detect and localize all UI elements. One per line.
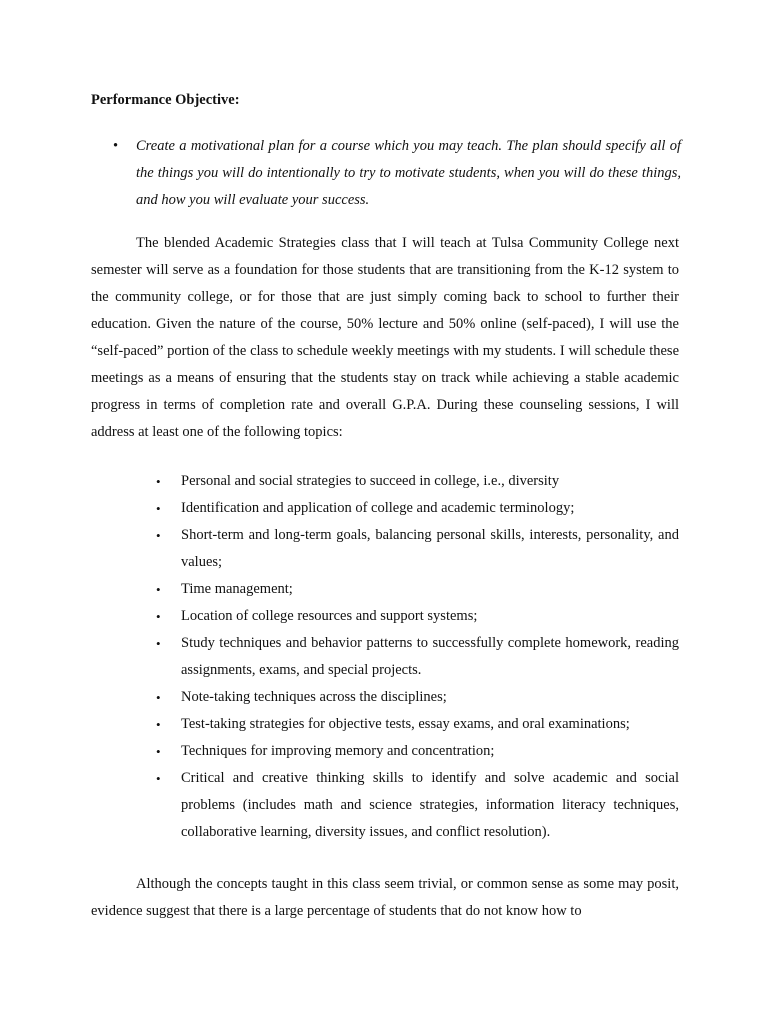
bullet-icon: • (156, 474, 161, 489)
objective-item (91, 133, 681, 214)
body-paragraph-2: Although the concepts taught in this class seem trivial, or common sense as some may posit, evidence suggest that there is a large percentage of students that do not know how to (91, 876, 679, 919)
bullet-icon: • (156, 528, 161, 543)
list-item (91, 495, 679, 522)
bullet-icon: • (156, 582, 161, 597)
list-item (91, 522, 679, 576)
topic-text: Test-taking strategies for objective tests, essay exams, and oral examinations; (181, 716, 630, 732)
topic-text: Short-term and long-term goals, balancing personal skills, interests, personality, and values; (181, 527, 679, 570)
bullet-icon: • (113, 138, 119, 154)
topic-text: Study techniques and behavior patterns to successfully complete homework, reading assignments, exams, and special projects. (181, 635, 679, 678)
list-item (91, 468, 679, 495)
body-paragraph-1: The blended Academic Strategies class that I will teach at Tulsa Community College next semester will serve as a foundation for those students that are transitioning from the K-12 system to the community college, or for those that are just simply coming back to school to further their education. Given the nature of the course, 50% lecture and 50% online (self-paced), I will use the “self-paced” portion of the class to schedule weekly meetings with my students. I will schedule these meetings as a means of ensuring that the students stay on track while achieving a stable academic progress in terms of completion rate and overall G.P.A. During these counseling sessions, I will address at least one of the following topics: (91, 235, 679, 440)
section-heading: Performance Objective: (91, 92, 240, 108)
topic-text: Location of college resources and support systems; (181, 608, 478, 624)
list-item (91, 630, 679, 684)
bullet-icon: • (156, 690, 161, 705)
topic-text: Note-taking techniques across the disciplines; (181, 689, 447, 705)
list-item (91, 684, 679, 711)
list-item (91, 738, 679, 765)
topic-text: Techniques for improving memory and concentration; (181, 743, 495, 759)
bullet-icon: • (156, 609, 161, 624)
topics-list (91, 468, 679, 846)
bullet-icon: • (156, 771, 161, 786)
topic-text: Personal and social strategies to succeed in college, i.e., diversity (181, 473, 560, 489)
topic-text: Critical and creative thinking skills to identify and solve academic and social problems (includes math and science strategies, information literacy techniques, collaborative learning, diversity issues, and conflict resolution). (181, 770, 679, 840)
bullet-icon: • (156, 501, 161, 516)
list-item (91, 711, 679, 738)
list-item (91, 576, 679, 603)
bullet-icon: • (156, 744, 161, 759)
objective-list (91, 133, 681, 214)
list-item (91, 765, 679, 846)
list-item (91, 603, 679, 630)
bullet-icon: • (156, 717, 161, 732)
topic-text: Identification and application of college and academic terminology; (181, 500, 575, 516)
bullet-icon: • (156, 636, 161, 651)
objective-text: Create a motivational plan for a course which you may teach. The plan should specify all of the things you will do intentionally to try to motivate students, when you will do these things, and how you will evaluate your success. (136, 138, 681, 208)
topic-text: Time management; (181, 581, 293, 597)
